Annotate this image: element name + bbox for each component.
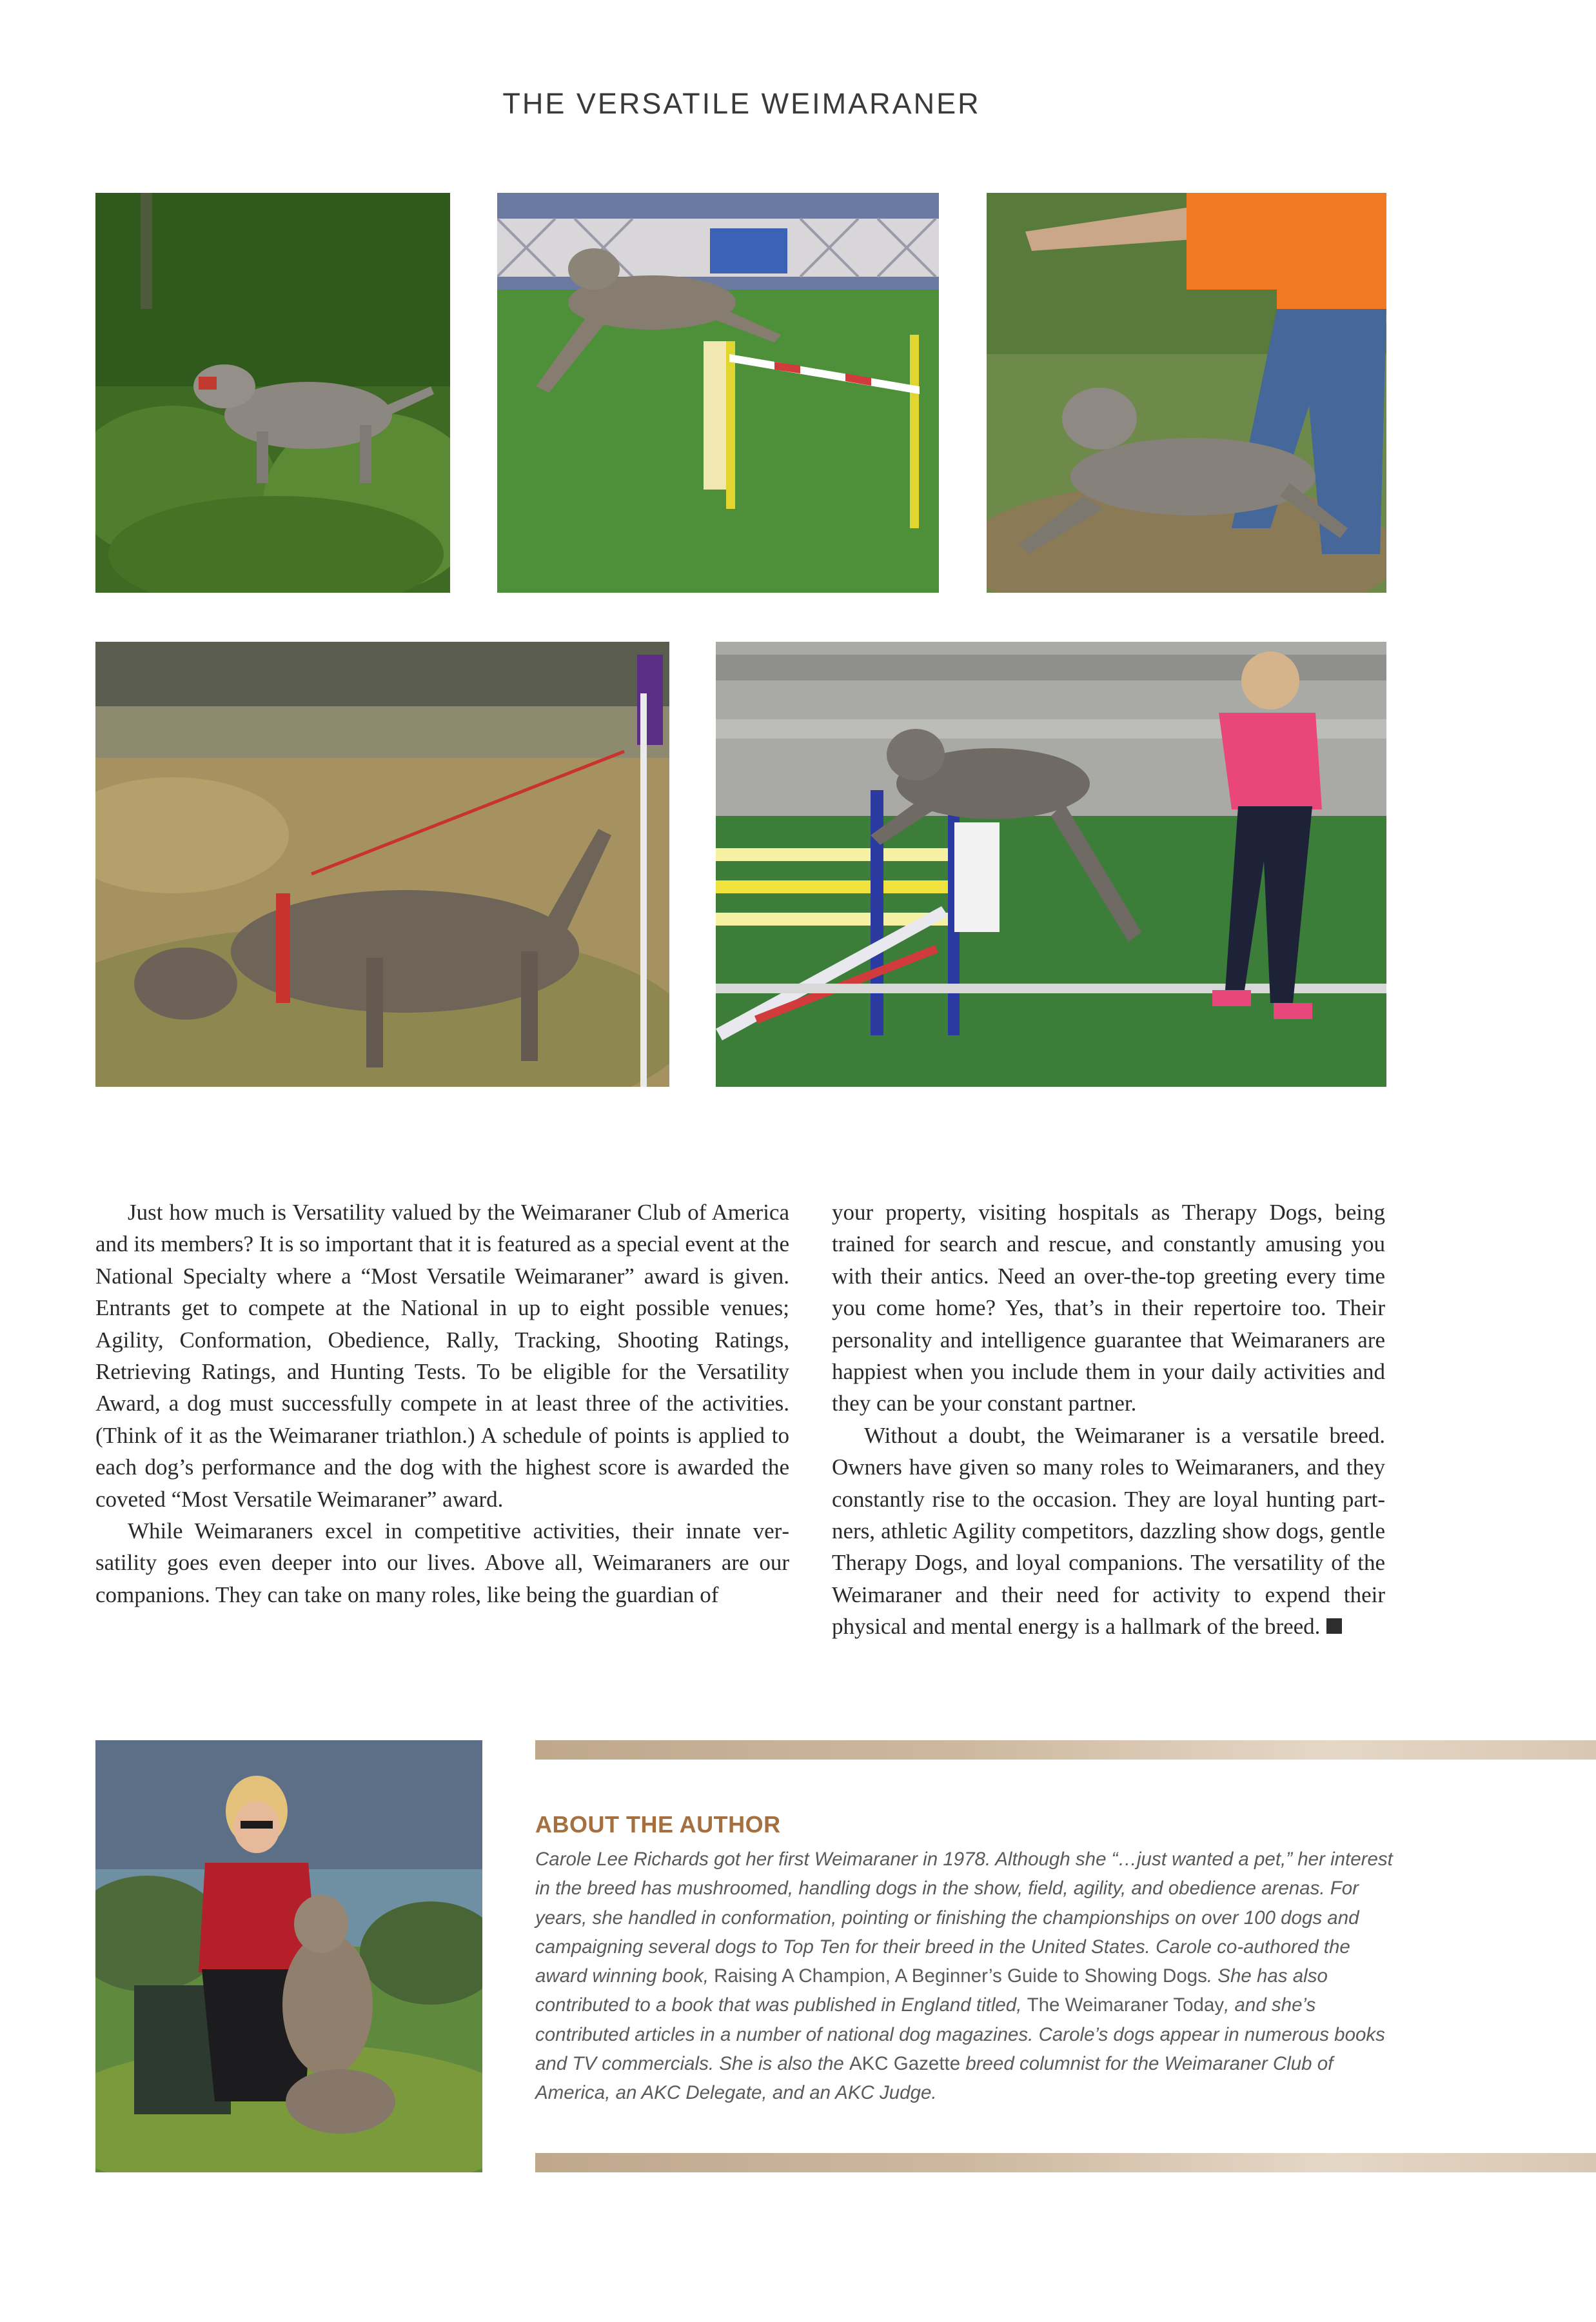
photo-dog-agility-with-handler [716,642,1386,1087]
author-bio-part-2: . She has also contributed to a book that was published in England titled, [535,1965,1328,2016]
author-book-title-1: Raising A Champion, A Beginner’s Guide to Showing Dogs [714,1965,1207,1987]
article-paragraph-2-continued: your property, visiting hospitals as Therapy Dogs, being trained for search and rescue, and constantly amusing you with their antics. Need an over-the-top greeting every time you come home? Yes, that’s in their repertoire too. Their personality and intelligence guarantee that Weimaraners are happiest when you include them in your daily activities and they can be your constant partner. [832,1200,1385,1416]
author-magazine-title: AKC Gazette [849,2053,961,2075]
author-book-title-2: The Weimaraner Today [1027,1994,1225,2016]
article-column-right [832,1196,1385,1643]
about-the-author-heading: ABOUT THE AUTHOR [535,1811,781,1838]
dog-agility-photo-icon [716,642,1386,1087]
end-of-article-square-icon [1326,1618,1342,1634]
author-box-bottom-rule [535,2153,1596,2172]
author-bio-part-3: , and she’s contributed articles in a number of national dog magazines. Carole’s dogs appear in numerous books and TV commercials. She is also the [535,1994,1385,2075]
dog-pointing-photo-icon [95,193,450,593]
photo-dog-tracking-on-lead [95,642,669,1087]
photo-author-with-dog [95,1740,482,2172]
author-bio-part-1: Carole Lee Richards got her first Weimaraner in 1978. Although she “…just wanted a pet,” her interest in the breed has mushroomed, handling dogs in the show, field, agility, and obedience arenas. For years, she handled in conformation, pointing or finishing the championships on over 100 dogs and campaigning several dogs to Top Ten for their breed in the United States. Carole co-authored the award winning book, [535,1849,1393,1987]
dog-running-photo-icon [987,193,1386,593]
author-portrait-photo-icon [95,1740,482,2172]
photo-dog-pointing-in-brush [95,193,450,593]
page-running-title: THE VERSATILE WEIMARANER [502,87,981,120]
photo-dog-released-by-handler [987,193,1386,593]
article-paragraph-3-text: Without a doubt, the Weimaraner is a versatile breed. Owners have given so many roles to Weimaraners, and they constantly rise to the occasion. They are loyal hunting partners, athletic Agility competitors, dazzling show dogs, gentle Therapy Dogs, and loyal companions. The versatility of the Weimaraner and their need for activity to expend their physical and mental energy is a hallmark of the breed. [832,1422,1385,1640]
photo-dog-jumping-agility-bar [497,193,939,593]
article-paragraph-1: Just how much is Versatility valued by the Weimaraner Club of America and its members? It is so important that it is featured as a special event at the National Specialty where a “Most Versatile Weimaraner” award is given. Entrants get to compete at the National in up to eight possible venues; Agility, Conformation, Obedience, Rally, Tracking, Shooting Ratings, Retrieving Ratings, and Hunting Tests. To be eligible for the Versatility Award, a dog must successfully compete in at least three of the activities. (Think of it as the Weimaraner triathlon.) A schedule of points is applied to each dog’s performance and the dog with the highest score is awarded the coveted “Most Versatile Weimaraner” award. [95,1200,789,1512]
dog-jumping-photo-icon [497,193,939,593]
article-paragraph-3 [832,1420,1385,1643]
article-paragraph-2: While Weimaraners excel in competitive activities, their innate versatility goes even deeper into our lives. Above all, Weimaraners are our companions. They can take on many roles, like being the guardian of [95,1518,789,1607]
dog-tracking-photo-icon [95,642,669,1087]
about-the-author-bio [535,1845,1406,2108]
author-box-top-rule [535,1740,1596,1760]
author-bio-part-4: breed columnist for the Weimaraner Club of America, an AKC Delegate, and an AKC Judge. [535,2053,1334,2104]
article-column-left [95,1196,789,1611]
